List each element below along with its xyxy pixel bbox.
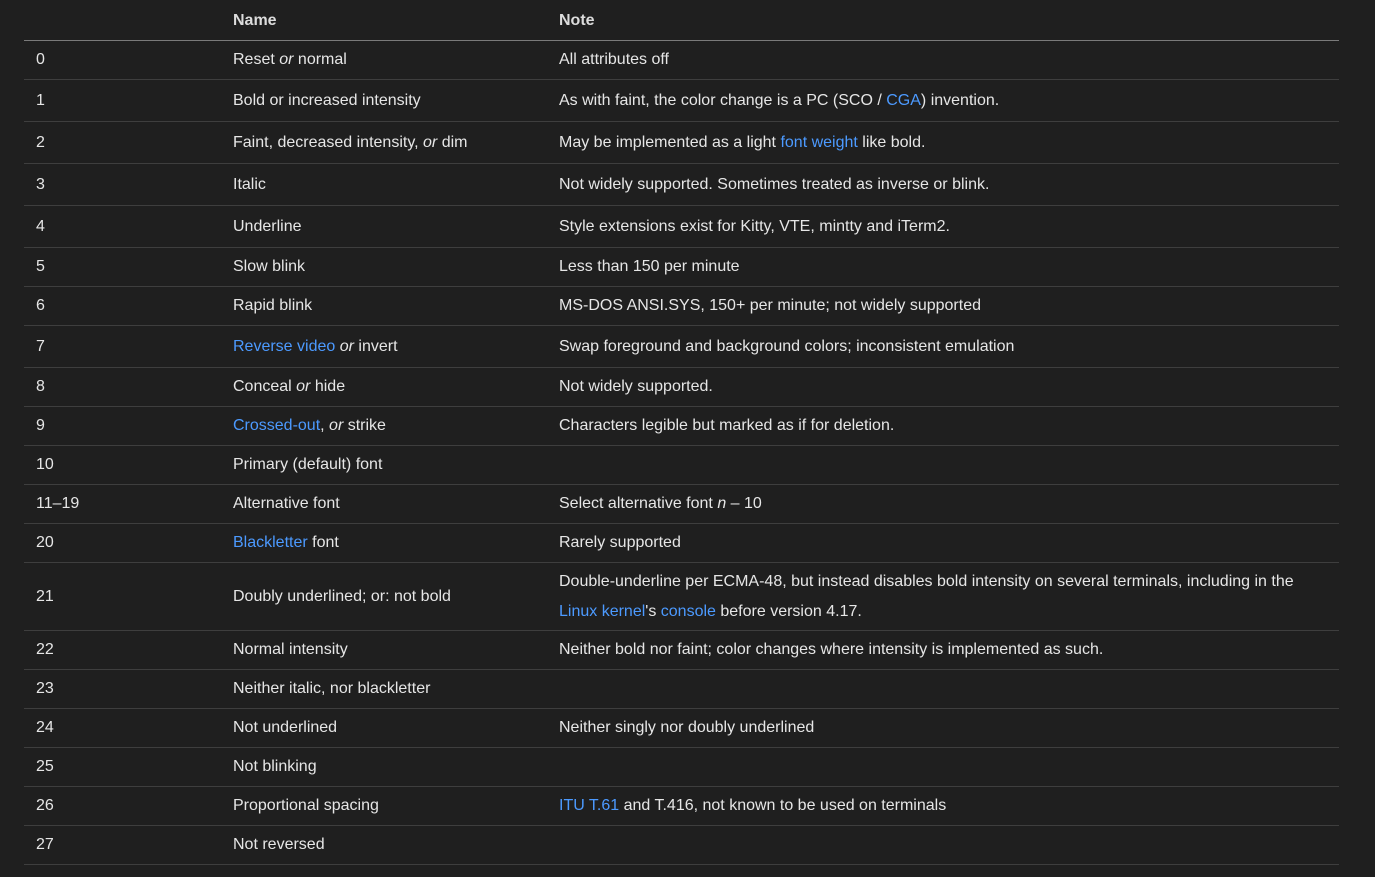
italic-text: or xyxy=(296,378,311,395)
note-text: Neither bold nor faint; color changes where intensity is implemented as such. xyxy=(559,641,1104,658)
italic-text: or xyxy=(339,337,354,355)
name-text: Neither italic, nor blackletter xyxy=(233,680,431,697)
note-cell xyxy=(559,563,1339,630)
link-reverse-video[interactable]: Reverse video xyxy=(233,337,336,355)
note-cell xyxy=(559,709,1339,747)
code-cell: 25 xyxy=(36,758,54,775)
note-cell xyxy=(559,631,1339,669)
name-text: Reset or normal xyxy=(233,51,347,68)
header-note: Note xyxy=(559,12,595,29)
note-cell xyxy=(559,164,1339,205)
code-cell: 4 xyxy=(36,217,45,235)
name-cell xyxy=(233,826,559,864)
note-cell xyxy=(559,206,1339,247)
table-header xyxy=(24,0,1339,41)
note-cell xyxy=(559,787,1339,825)
note-text: As with faint, the color change is a PC (SCO / CGA) invention. xyxy=(559,91,1000,109)
name-text: Alternative font xyxy=(233,495,340,512)
name-text: Faint, decreased intensity, or dim xyxy=(233,133,468,151)
code-cell: 0 xyxy=(36,51,45,68)
note-text: May be implemented as a light font weight like bold. xyxy=(559,133,926,151)
table-row xyxy=(24,326,1339,368)
name-cell xyxy=(233,164,559,205)
table-row xyxy=(24,446,1339,485)
name-cell xyxy=(233,485,559,523)
name-cell xyxy=(233,748,559,786)
note-cell xyxy=(559,368,1339,406)
link-blackletter[interactable]: Blackletter xyxy=(233,534,308,551)
note-text: Characters legible but marked as if for deletion. xyxy=(559,417,895,434)
table-row xyxy=(24,709,1339,748)
table-row xyxy=(24,407,1339,446)
link-font-weight[interactable]: font weight xyxy=(780,133,858,151)
note-cell xyxy=(559,248,1339,286)
table-row xyxy=(24,122,1339,164)
code-cell: 10 xyxy=(36,456,54,473)
table-row xyxy=(24,368,1339,407)
name-text: Underline xyxy=(233,217,302,235)
table-body xyxy=(24,41,1339,865)
note-cell xyxy=(559,41,1339,79)
sgr-parameters-table xyxy=(24,0,1339,865)
note-text: Not widely supported. xyxy=(559,378,713,395)
note-cell xyxy=(559,122,1339,163)
name-text: Not underlined xyxy=(233,719,338,736)
name-cell xyxy=(233,287,559,325)
name-cell xyxy=(233,709,559,747)
name-cell xyxy=(233,407,559,445)
note-cell xyxy=(559,826,1339,864)
header-name: Name xyxy=(233,12,277,29)
table-row xyxy=(24,164,1339,206)
table-row xyxy=(24,248,1339,287)
code-cell: 24 xyxy=(36,719,54,736)
name-cell xyxy=(233,524,559,562)
code-cell: 20 xyxy=(36,534,54,551)
note-text: Rarely supported xyxy=(559,534,681,551)
link-itu-t-61[interactable]: ITU T.61 xyxy=(559,797,620,814)
table-row xyxy=(24,826,1339,865)
name-cell xyxy=(233,631,559,669)
italic-text: or xyxy=(279,51,294,68)
table-row xyxy=(24,748,1339,787)
code-cell: 5 xyxy=(36,258,45,275)
name-text: Not reversed xyxy=(233,836,325,853)
name-text: Primary (default) font xyxy=(233,456,383,473)
note-cell xyxy=(559,748,1339,786)
code-cell: 9 xyxy=(36,417,45,434)
table-row xyxy=(24,485,1339,524)
link-crossed-out[interactable]: Crossed-out xyxy=(233,417,321,434)
name-text: Rapid blink xyxy=(233,297,313,314)
name-cell xyxy=(233,206,559,247)
name-cell xyxy=(233,326,559,367)
note-text: Select alternative font n – 10 xyxy=(559,495,762,512)
italic-text: or xyxy=(423,133,438,151)
code-cell: 6 xyxy=(36,297,45,314)
code-cell: 11–19 xyxy=(36,495,80,512)
code-cell: 8 xyxy=(36,378,45,395)
name-cell xyxy=(233,670,559,708)
code-cell: 22 xyxy=(36,641,54,658)
header-code xyxy=(24,0,233,40)
name-cell xyxy=(233,368,559,406)
name-text: Doubly underlined; or: not bold xyxy=(233,587,451,605)
table-row xyxy=(24,631,1339,670)
name-text: Proportional spacing xyxy=(233,797,379,814)
table-row xyxy=(24,80,1339,122)
note-text: All attributes off xyxy=(559,51,669,68)
note-cell xyxy=(559,407,1339,445)
note-cell xyxy=(559,80,1339,121)
name-cell xyxy=(233,122,559,163)
note-cell xyxy=(559,524,1339,562)
name-cell xyxy=(233,446,559,484)
code-cell: 1 xyxy=(36,91,45,109)
table-row xyxy=(24,41,1339,80)
note-cell xyxy=(559,485,1339,523)
table-row xyxy=(24,563,1339,631)
table-row xyxy=(24,787,1339,826)
note-cell xyxy=(559,287,1339,325)
name-cell xyxy=(233,563,559,630)
code-cell: 26 xyxy=(36,797,54,814)
note-cell xyxy=(559,446,1339,484)
name-text: Conceal or hide xyxy=(233,378,346,395)
name-text: Slow blink xyxy=(233,258,306,275)
name-cell xyxy=(233,248,559,286)
note-text: Double-underline per ECMA-48, but instead disables bold intensity on several terminals, including in the Linux kernel's console before version 4.17. xyxy=(559,572,1294,620)
table-row xyxy=(24,524,1339,563)
note-text: Swap foreground and background colors; inconsistent emulation xyxy=(559,337,1015,355)
note-text: Less than 150 per minute xyxy=(559,258,740,275)
note-text: Style extensions exist for Kitty, VTE, mintty and iTerm2. xyxy=(559,217,950,235)
name-text: Crossed-out, or strike xyxy=(233,417,386,434)
code-cell: 7 xyxy=(36,337,45,355)
link-cga[interactable]: CGA xyxy=(886,91,921,109)
name-cell xyxy=(233,80,559,121)
code-cell: 27 xyxy=(36,836,54,853)
name-text: Reverse video or invert xyxy=(233,337,398,355)
table-row xyxy=(24,670,1339,709)
code-cell: 23 xyxy=(36,680,54,697)
code-cell: 3 xyxy=(36,175,45,193)
note-cell xyxy=(559,670,1339,708)
note-text: Not widely supported. Sometimes treated as inverse or blink. xyxy=(559,175,990,193)
name-text: Blackletter font xyxy=(233,534,339,551)
note-cell xyxy=(559,326,1339,367)
code-cell: 2 xyxy=(36,133,45,151)
note-text: Neither singly nor doubly underlined xyxy=(559,719,815,736)
link-console[interactable]: console xyxy=(660,602,716,620)
name-text: Not blinking xyxy=(233,758,317,775)
table-row xyxy=(24,287,1339,326)
table-row xyxy=(24,206,1339,248)
note-text: ITU T.61 and T.416, not known to be used on terminals xyxy=(559,797,947,814)
name-cell xyxy=(233,787,559,825)
name-text: Bold or increased intensity xyxy=(233,91,421,109)
name-text: Italic xyxy=(233,175,266,193)
italic-text: or xyxy=(329,417,344,434)
name-cell xyxy=(233,41,559,79)
name-text: Normal intensity xyxy=(233,641,348,658)
italic-text: n xyxy=(717,495,727,512)
link-linux-kernel[interactable]: Linux kernel xyxy=(559,602,646,620)
code-cell: 21 xyxy=(36,587,54,605)
note-text: MS-DOS ANSI.SYS, 150+ per minute; not widely supported xyxy=(559,297,981,314)
